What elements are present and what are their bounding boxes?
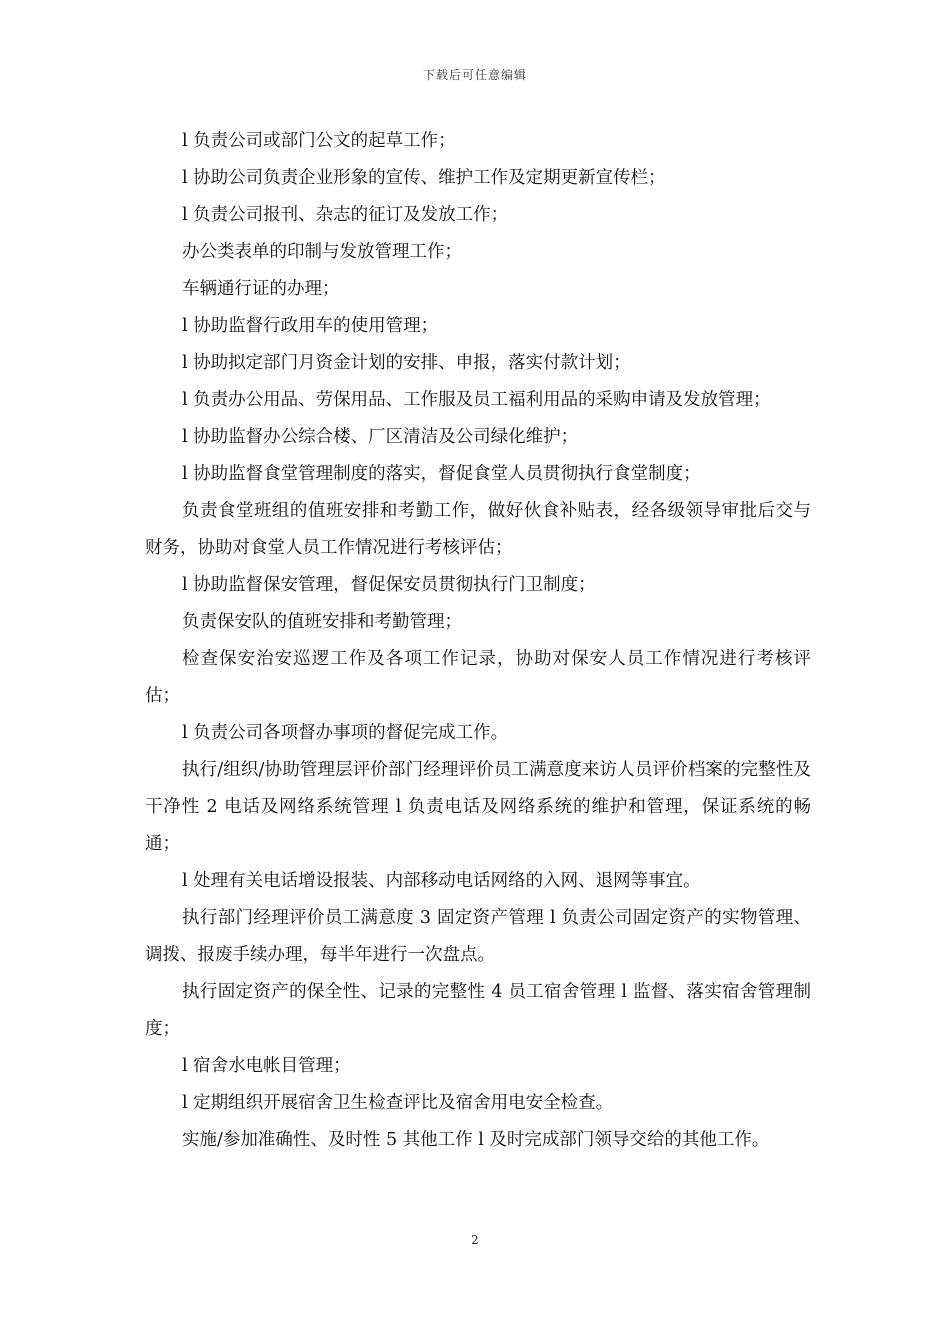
- paragraph: 车辆通行证的办理；: [182, 279, 340, 299]
- paragraph: l 负责公司报刊、杂志的征订及发放工作；: [182, 205, 509, 225]
- paragraph: l 负责公司各项督办事项的督促完成工作。: [182, 723, 509, 743]
- page-number: 2: [471, 1233, 479, 1247]
- paragraph: l 协助拟定部门月资金计划的安排、申报，落实付款计划；: [182, 353, 631, 373]
- page-header: 下载后可任意编辑: [422, 68, 527, 82]
- paragraph: 办公类表单的印制与发放管理工作；: [182, 242, 462, 262]
- paragraph: l 协助监督办公综合楼、厂区清洁及公司绿化维护；: [182, 427, 579, 447]
- paragraph: 执行部门经理评价员工满意度 3 固定资产管理 l 负责公司固定资产的实物管理、调拨、报废手续办理，每半年进行一次盘点。: [145, 908, 811, 965]
- paragraph: l 定期组织开展宿舍卫生检查评比及宿舍用电安全检查。: [182, 1093, 614, 1113]
- paragraph: 检查保安治安巡逻工作及各项工作记录，协助对保安人员工作情况进行考核评估；: [145, 649, 811, 706]
- paragraph: l 负责办公用品、劳保用品、工作服及员工福利用品的采购申请及发放管理；: [182, 390, 771, 410]
- paragraph: 执行固定资产的保全性、记录的完整性 4 员工宿舍管理 l 监督、落实宿舍管理制度；: [145, 982, 811, 1039]
- paragraph: l 协助监督行政用车的使用管理；: [182, 316, 439, 336]
- paragraph: l 协助监督食堂管理制度的落实，督促食堂人员贯彻执行食堂制度；: [182, 464, 701, 484]
- paragraph: l 处理有关电话增设报装、内部移动电话网络的入网、退网等事宜。: [182, 871, 701, 891]
- paragraph: 实施/参加准确性、及时性 5 其他工作 l 及时完成部门领导交给的其他工作。: [182, 1130, 770, 1150]
- paragraph: 负责食堂班组的值班安排和考勤工作，做好伙食补贴表，经各级领导审批后交与财务，协助对食堂人员工作情况进行考核评估；: [145, 501, 811, 558]
- paragraph: l 协助公司负责企业形象的宣传、维护工作及定期更新宣传栏；: [182, 168, 666, 188]
- paragraph: l 宿舍水电帐目管理；: [182, 1056, 351, 1076]
- paragraph: l 协助监督保安管理，督促保安员贯彻执行门卫制度；: [182, 575, 596, 595]
- paragraph: l 负责公司或部门公文的起草工作；: [182, 131, 456, 151]
- paragraph: 执行/组织/协助管理层评价部门经理评价员工满意度来访人员评价档案的完整性及干净性 2 电话及网络系统管理 l 负责电话及网络系统的维护和管理，保证系统的畅通；: [145, 760, 811, 854]
- paragraph: 负责保安队的值班安排和考勤管理；: [182, 612, 462, 632]
- document-body: [145, 123, 811, 1159]
